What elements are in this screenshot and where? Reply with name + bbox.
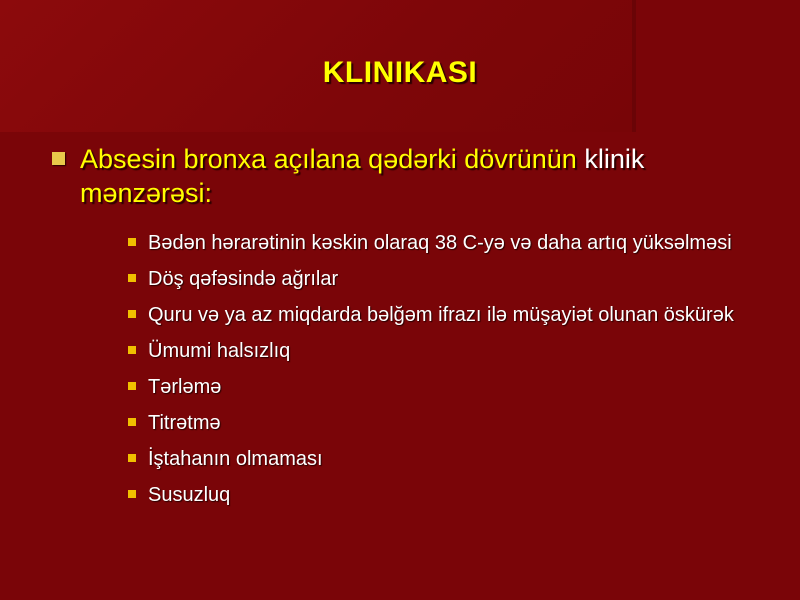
square-bullet-icon bbox=[128, 274, 136, 282]
sub-bullet-text: Quru vǝ ya az miqdarda bǝlğǝm ifrazı ilǝ müşayiǝt olunan öskürǝk bbox=[148, 304, 734, 326]
sub-bullet bbox=[128, 374, 748, 400]
sub-bullet bbox=[128, 410, 748, 436]
sub-bullet bbox=[128, 482, 748, 508]
sub-bullet bbox=[128, 446, 748, 472]
sub-bullet bbox=[128, 338, 748, 364]
main-bullet-highlight: klinik bbox=[584, 144, 645, 174]
main-bullet-block bbox=[52, 142, 752, 210]
square-bullet-icon bbox=[128, 490, 136, 498]
sub-bullet bbox=[128, 302, 748, 328]
main-bullet-text-line2: mǝnzǝrǝsi: bbox=[80, 178, 213, 208]
sub-bullet-text: Bǝdǝn hǝrarǝtinin kǝskin olaraq 38 C-yǝ vǝ daha artıq yüksǝlmǝsi bbox=[148, 232, 732, 254]
sub-bullet-list bbox=[128, 230, 748, 518]
sub-bullet bbox=[128, 230, 748, 256]
square-bullet-icon bbox=[128, 382, 136, 390]
sub-bullet-text: Tǝrlǝmǝ bbox=[148, 376, 222, 398]
sub-bullet-text: Titrǝtmǝ bbox=[148, 412, 221, 434]
square-bullet-icon bbox=[52, 152, 65, 165]
main-bullet bbox=[52, 142, 752, 210]
sub-bullet-text: İştahanın olmaması bbox=[148, 448, 323, 470]
main-bullet-text: Absesin bronxa açılana qǝdǝrki dövrünün bbox=[80, 144, 585, 174]
square-bullet-icon bbox=[128, 454, 136, 462]
sub-bullet-text: Ümumi halsızlıq bbox=[148, 340, 291, 362]
sub-bullet bbox=[128, 266, 748, 292]
slide-title: KLINIKASI bbox=[322, 56, 478, 89]
sub-bullet-text: Susuzluq bbox=[148, 484, 231, 506]
square-bullet-icon bbox=[128, 418, 136, 426]
square-bullet-icon bbox=[128, 346, 136, 354]
square-bullet-icon bbox=[128, 310, 136, 318]
square-bullet-icon bbox=[128, 238, 136, 246]
sub-bullet-text: Döş qǝfǝsindǝ ağrılar bbox=[148, 268, 339, 290]
